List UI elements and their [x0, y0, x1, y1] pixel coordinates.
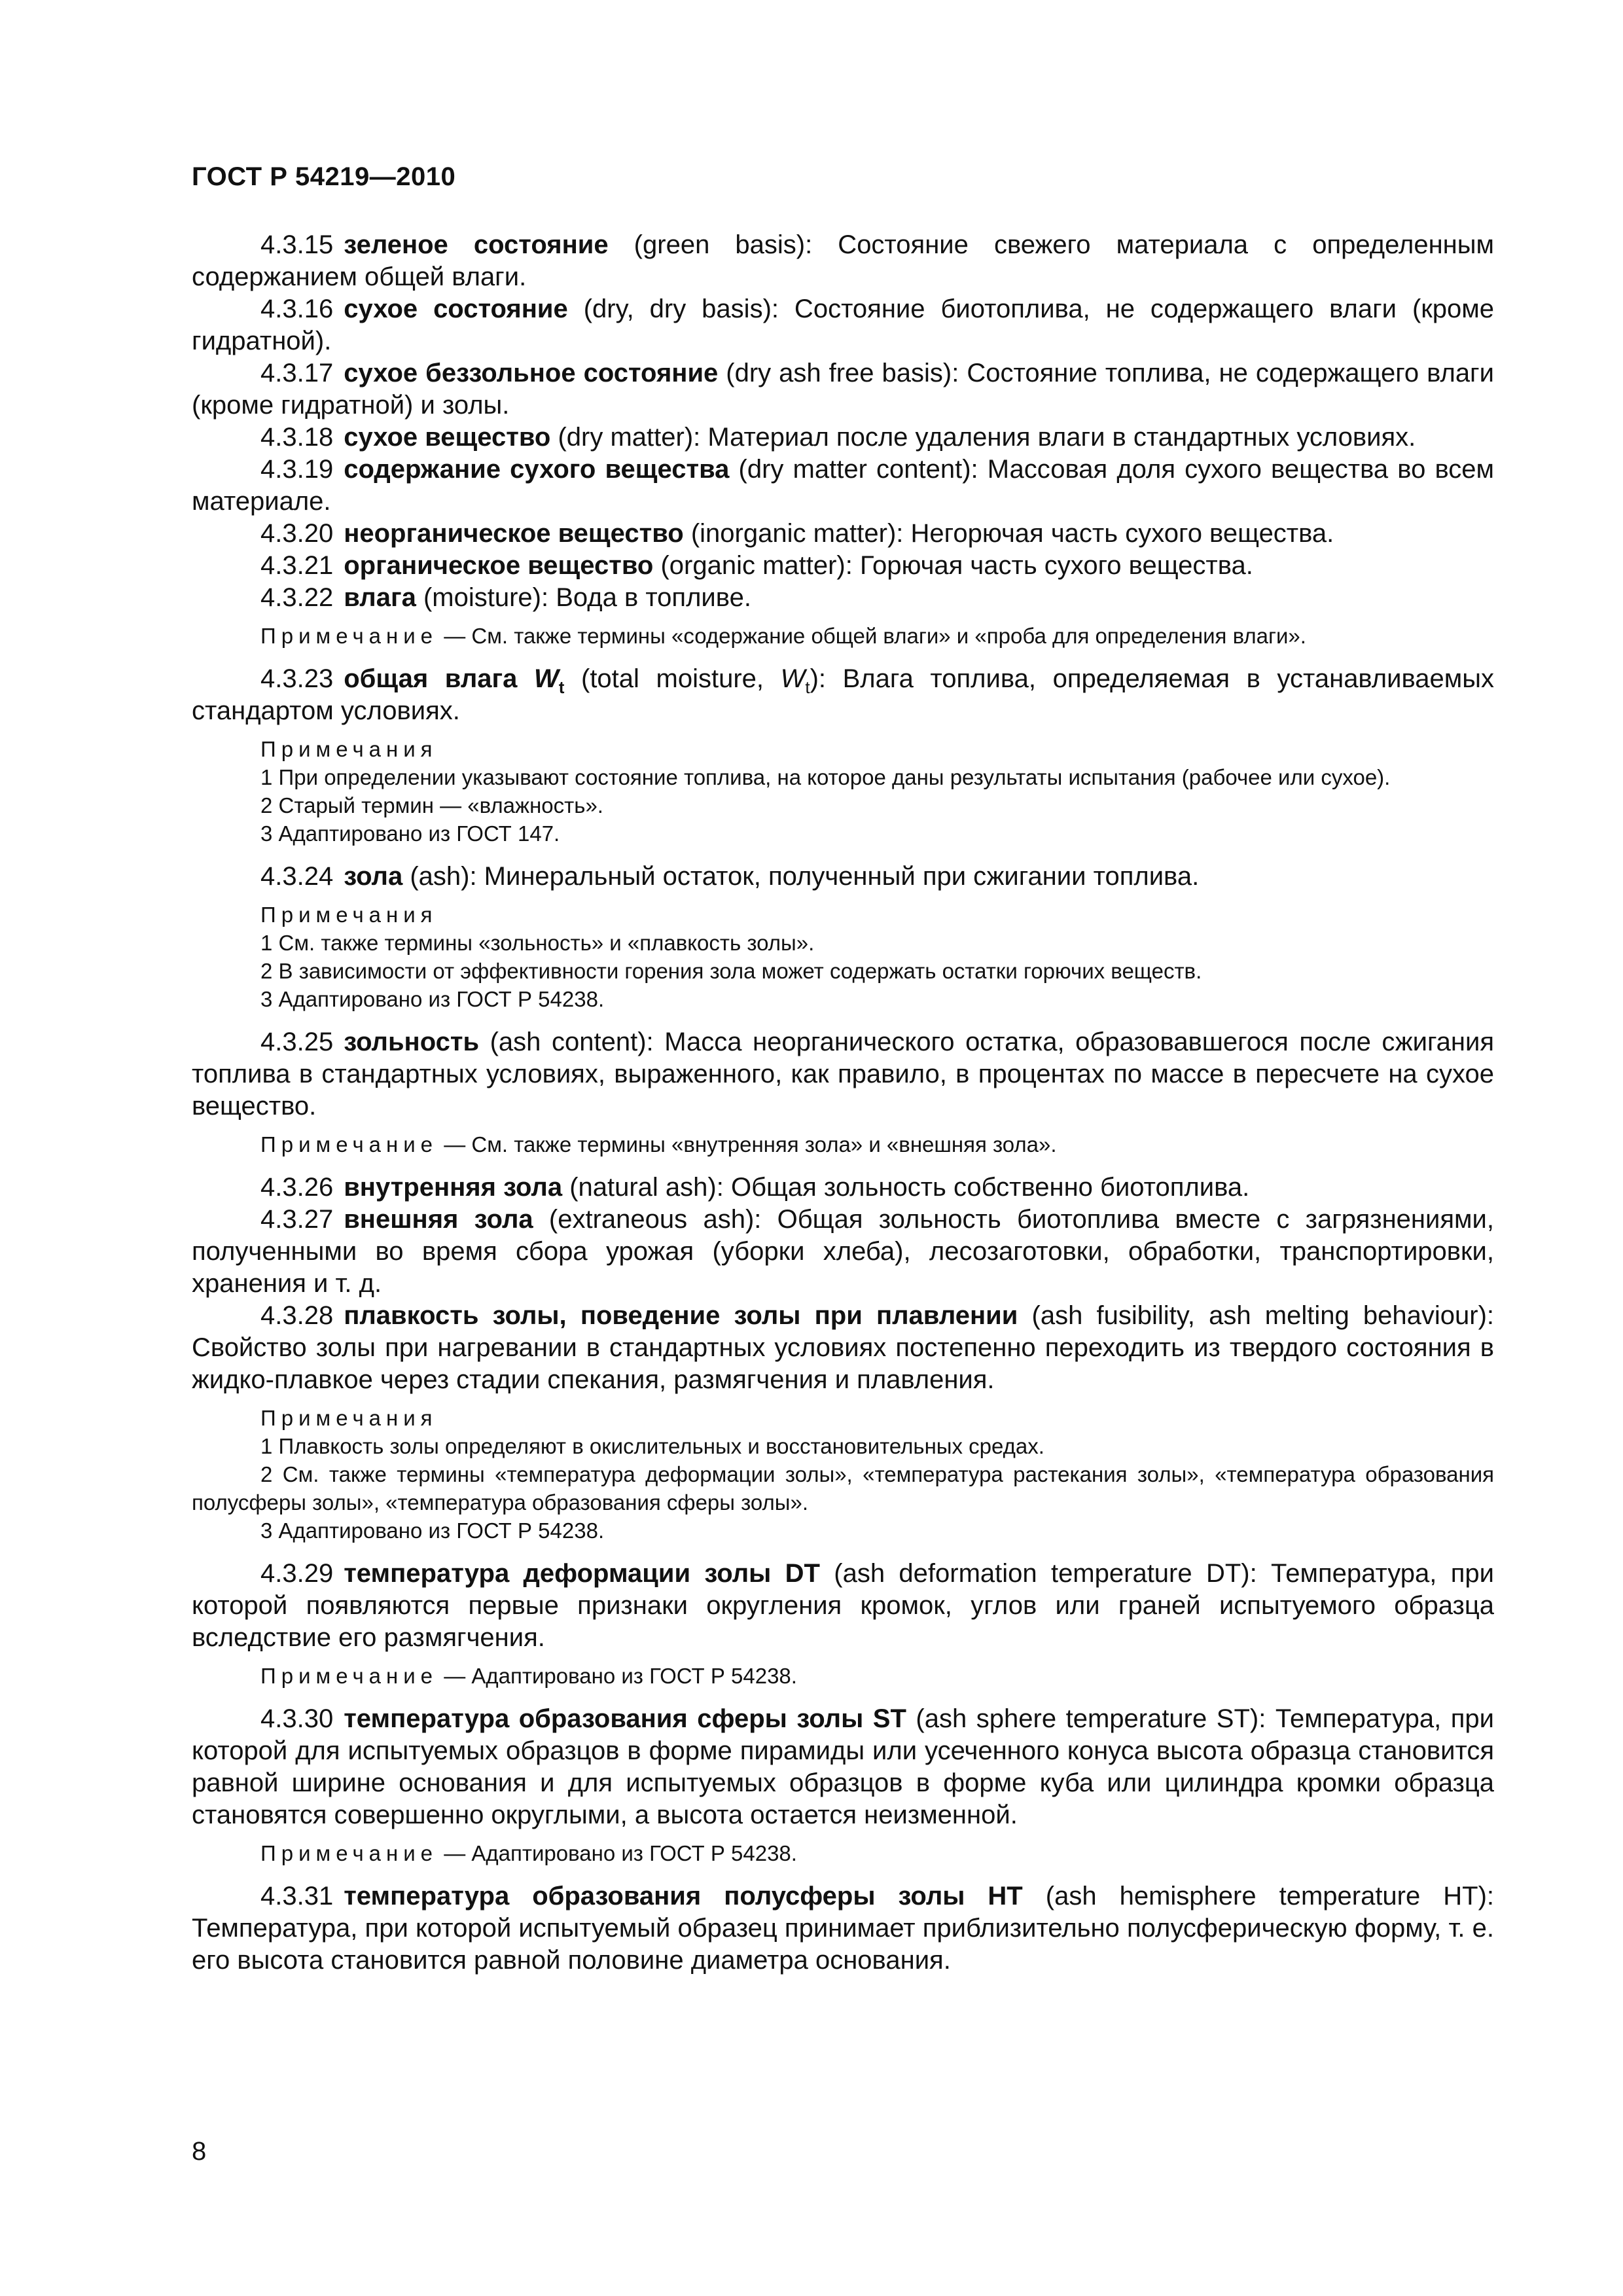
term-entry-4-3-27	[192, 1204, 1494, 1300]
term-entry-4-3-26	[192, 1172, 1494, 1204]
clause-number: 4.3.20	[260, 519, 334, 548]
term-entry-4-3-17	[192, 357, 1494, 422]
clause-number: 4.3.26	[260, 1173, 334, 1202]
term-entry-4-3-31	[192, 1880, 1494, 1977]
term-symbol: W	[533, 664, 559, 693]
term-definition: (dry matter): Материал после удаления влаги в стандартных условиях.	[550, 423, 1416, 452]
term-name: температура деформации золы DT	[344, 1559, 820, 1588]
term-definition: (ash fusibility, ash melting behaviour): Свойство золы при нагревании в стандартных условиях постепенно переходить из твердого состояния в жидко-плавкое через стадии спекания, размягчения и плавления.	[192, 1301, 1495, 1394]
term-definition-part: ): Влага топлива, определяемая в устанавливаемых стандартом условиях.	[192, 664, 1494, 725]
term-entry-4-3-28	[192, 1300, 1494, 1396]
notes-heading: Примечания	[260, 1406, 438, 1430]
clause-number: 4.3.15	[260, 230, 334, 259]
term-entry-4-3-18	[192, 422, 1494, 454]
term-definition: (dry matter content): Массовая доля сухого вещества во всем материале.	[192, 455, 1494, 516]
note-item: 2 См. также термины «температура деформации золы», «температура растекания золы», «температура образования полусферы золы», «температура образования сферы золы».	[192, 1462, 1494, 1515]
clause-number: 4.3.16	[260, 295, 334, 323]
term-name: зольность	[344, 1028, 480, 1056]
term-entry-4-3-22	[192, 582, 1494, 614]
clause-number: 4.3.24	[260, 862, 334, 891]
clause-number: 4.3.22	[260, 583, 334, 612]
term-entry-4-3-24	[192, 861, 1494, 893]
term-definition: (ash): Минеральный остаток, полученный при сжигании топлива.	[402, 862, 1200, 891]
note-single	[192, 1130, 1494, 1158]
term-entry-4-3-25	[192, 1026, 1494, 1122]
term-definition: (ash hemisphere temperature HT): Температура, при которой испытуемый образец принимает приблизительно полусферическую форму, т. е. его высота становится равной половине диаметра основания.	[192, 1882, 1495, 1975]
inline-symbol-subscript: t	[805, 677, 810, 697]
note-single	[192, 1839, 1494, 1867]
notes-heading: Примечания	[260, 903, 438, 927]
page-number: 8	[192, 2137, 207, 2166]
term-name: зола	[344, 862, 403, 891]
note-item: 3 Адаптировано из ГОСТ Р 54238.	[260, 987, 605, 1011]
term-name: температура образования сферы золы ST	[344, 1704, 906, 1733]
clause-number: 4.3.17	[260, 359, 334, 387]
term-name: неорганическое вещество	[344, 519, 684, 548]
clause-number: 4.3.18	[260, 423, 334, 452]
inline-symbol: W	[780, 664, 806, 693]
note-single	[192, 622, 1494, 650]
term-entry-4-3-20	[192, 518, 1494, 550]
term-definition: (dry, dry basis): Состояние биотоплива, не содержащего влаги (кроме гидратной).	[192, 295, 1495, 355]
term-entry-4-3-15	[192, 229, 1494, 293]
term-definition: (ash deformation temperature DT): Температура, при которой появляются первые признаки округления кромок, углов или граней испытуемого образца вследствие его размягчения.	[192, 1559, 1494, 1652]
term-entry-4-3-23	[192, 663, 1494, 727]
note-item: 3 Адаптировано из ГОСТ Р 54238.	[260, 1518, 605, 1543]
term-entry-4-3-21	[192, 550, 1494, 582]
term-name: содержание сухого вещества	[344, 455, 730, 484]
clause-number: 4.3.19	[260, 455, 334, 484]
clause-number: 4.3.21	[260, 551, 334, 580]
term-name: внутренняя зола	[344, 1173, 563, 1202]
clause-number: 4.3.31	[260, 1882, 334, 1910]
clause-number: 4.3.25	[260, 1028, 334, 1056]
term-definition: (dry ash free basis): Состояние топлива, не содержащего влаги (кроме гидратной) и золы.	[192, 359, 1494, 420]
note-item: 1 При определении указывают состояние топлива, на которое даны результаты испытания (рабочее или сухое).	[260, 765, 1391, 789]
document-header: ГОСТ Р 54219—2010	[192, 162, 456, 191]
clause-number: 4.3.23	[260, 664, 334, 693]
note-item: 2 Старый термин — «влажность».	[260, 793, 603, 817]
term-name: общая влага	[344, 664, 518, 693]
note-text: — Адаптировано из ГОСТ Р 54238.	[444, 1841, 797, 1865]
clause-number: 4.3.27	[260, 1205, 334, 1234]
term-definition: (ash sphere temperature ST): Температура, при которой для испытуемых образцов в форме пирамиды или усеченного конуса высота образца становится равной ширине основания и для испытуемых образцов в форме куба или цилиндра кромки образца становятся совершенно округлыми, а высота остается неизменной.	[192, 1704, 1495, 1829]
clause-number: 4.3.29	[260, 1559, 334, 1588]
term-name: сухое вещество	[344, 423, 551, 452]
term-entry-4-3-30	[192, 1703, 1494, 1831]
clause-number: 4.3.30	[260, 1704, 334, 1733]
note-label: Примечание	[260, 1664, 438, 1688]
term-symbol-subscript: t	[558, 677, 565, 697]
note-label: Примечание	[260, 1132, 438, 1157]
term-definition: (extraneous ash): Общая зольность биотоплива вместе с загрязнениями, полученными во время сбора урожая (уборки хлеба), лесозаготовки, обработки, транспортировки, хранения и т. д.	[192, 1205, 1494, 1298]
note-label: Примечание	[260, 624, 438, 648]
note-item: 1 Плавкость золы определяют в окислительных и восстановительных средах.	[260, 1434, 1044, 1458]
term-definition: (inorganic matter): Негорючая часть сухого вещества.	[683, 519, 1334, 548]
term-name: температура образования полусферы золы HT	[344, 1882, 1023, 1910]
term-name: органическое вещество	[344, 551, 654, 580]
term-definition: (natural ash): Общая зольность собственно биотоплива.	[562, 1173, 1250, 1202]
term-name: сухое состояние	[344, 295, 568, 323]
note-text: — Адаптировано из ГОСТ Р 54238.	[444, 1664, 797, 1688]
term-entry-4-3-29	[192, 1558, 1494, 1654]
note-single	[192, 1662, 1494, 1690]
note-label: Примечание	[260, 1841, 438, 1865]
term-name: внешняя зола	[344, 1205, 533, 1234]
term-name: зеленое состояние	[344, 230, 609, 259]
clause-number: 4.3.28	[260, 1301, 334, 1330]
term-definition: (ash content): Масса неорганического остатка, образовавшегося после сжигания топлива в стандартных условиях, выраженного, как правило, в процентах по массе в пересчете на сухое вещество.	[192, 1028, 1494, 1121]
notes-heading: Примечания	[260, 737, 438, 761]
term-name: сухое беззольное состояние	[344, 359, 719, 387]
page-content	[192, 229, 1494, 1977]
note-item: 1 См. также термины «зольность» и «плавкость золы».	[260, 931, 815, 955]
term-definition: (green basis): Состояние свежего материала с определенным содержанием общей влаги.	[192, 230, 1495, 291]
term-definition: (moisture): Вода в топливе.	[416, 583, 751, 612]
term-name: плавкость золы, поведение золы при плавлении	[344, 1301, 1018, 1330]
term-definition: (organic matter): Горючая часть сухого вещества.	[653, 551, 1253, 580]
note-item: 3 Адаптировано из ГОСТ 147.	[260, 821, 560, 846]
term-name: влага	[344, 583, 416, 612]
term-entry-4-3-16	[192, 293, 1494, 357]
term-entry-4-3-19	[192, 454, 1494, 518]
note-text: — См. также термины «внутренняя зола» и «внешняя зола».	[444, 1132, 1057, 1157]
note-item: 2 В зависимости от эффективности горения зола может содержать остатки горючих веществ.	[260, 959, 1202, 983]
note-text: — См. также термины «содержание общей влаги» и «проба для определения влаги».	[444, 624, 1306, 648]
term-definition-part: (total moisture,	[564, 664, 781, 693]
